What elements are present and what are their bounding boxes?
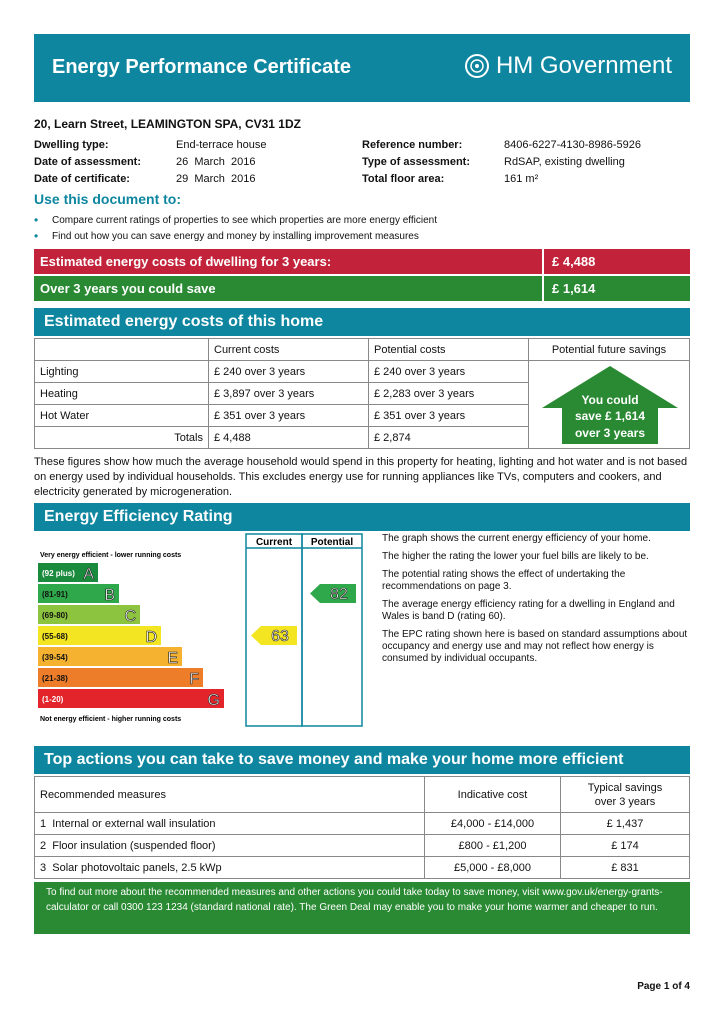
col-cost: Indicative cost bbox=[425, 777, 561, 813]
document-title: Energy Performance Certificate bbox=[52, 56, 352, 78]
green-deal-info: To find out more about the recommended measures and other actions you could take today to save money, visit www.gov.uk/energy-grants-calculator or call 0300 123 1234 (standard national rate). The Green Deal may enable you to make your home warmer and cheaper to run. bbox=[34, 882, 690, 934]
rating-band-c bbox=[38, 605, 140, 625]
potential-saving-bar bbox=[34, 276, 690, 301]
reference-value: 8406-6227-4130-8986-5926 bbox=[504, 139, 642, 151]
band-range: (69-80) bbox=[42, 611, 68, 620]
current-col-header: Current bbox=[255, 537, 293, 548]
col-measure: Recommended measures bbox=[35, 777, 425, 813]
use-document-heading: Use this document to: bbox=[34, 191, 182, 207]
reference-label: Reference number: bbox=[362, 139, 463, 151]
assessment-date-label: Date of assessment: bbox=[34, 156, 141, 168]
actions-section-heading: Top actions you can take to save money and make your home more efficient bbox=[34, 746, 690, 774]
savings-line-3: over 3 years bbox=[574, 426, 646, 440]
bullet-icon: • bbox=[34, 229, 39, 243]
certificate-date-value: 29 March 2016 bbox=[176, 173, 256, 185]
band-letter: E bbox=[167, 650, 178, 667]
band-letter: G bbox=[207, 692, 220, 709]
details-left bbox=[34, 139, 354, 190]
table-header-row bbox=[35, 777, 690, 813]
bottom-note: Not energy efficient - higher running costs bbox=[40, 716, 182, 723]
band-letter: D bbox=[145, 629, 157, 646]
dwelling-type-row bbox=[34, 139, 354, 156]
potential-saving-label: Over 3 years you could save bbox=[40, 281, 216, 296]
property-address: 20, Learn Street, LEAMINGTON SPA, CV31 1DZ bbox=[34, 117, 301, 131]
rating-section-heading: Energy Efficiency Rating bbox=[34, 503, 690, 531]
band-range: (39-54) bbox=[42, 653, 68, 662]
current-rating-marker-value: 63 bbox=[271, 628, 289, 645]
current-rating-marker bbox=[251, 626, 297, 645]
actions-table bbox=[34, 776, 690, 879]
col-savings: Typical savings over 3 years bbox=[561, 777, 690, 813]
totals-label: Totals bbox=[35, 427, 209, 449]
rating-band-a bbox=[38, 563, 98, 583]
header-banner bbox=[34, 34, 690, 102]
floor-area-value: 161 m² bbox=[504, 173, 539, 185]
table-row: 3 Solar photovoltaic panels, 2.5 kWp £5,000 - £8,000 £ 831 bbox=[35, 857, 690, 879]
list-item: • Find out how you can save energy and money by installing improvement measures bbox=[34, 229, 419, 243]
band-range: (92 plus) bbox=[42, 569, 75, 578]
assessment-type-row bbox=[362, 156, 690, 173]
assessment-date-row bbox=[34, 156, 354, 173]
energy-rating-graph bbox=[34, 533, 364, 727]
table-row: 1 Internal or external wall insulation £4,000 - £14,000 £ 1,437 bbox=[35, 813, 690, 835]
potential-rating-marker bbox=[310, 584, 356, 603]
estimated-cost-value: £ 4,488 bbox=[542, 249, 690, 274]
rating-band-f bbox=[38, 668, 203, 688]
bullet-icon: • bbox=[34, 213, 39, 227]
page-number: Page 1 of 4 bbox=[637, 981, 690, 992]
rating-band-e bbox=[38, 647, 182, 667]
hm-government-text: HM Government bbox=[495, 52, 672, 79]
table-header-row bbox=[35, 339, 690, 361]
dwelling-type-label: Dwelling type: bbox=[34, 139, 109, 151]
savings-line-1: You could bbox=[581, 393, 639, 407]
assessment-type-label: Type of assessment: bbox=[362, 156, 471, 168]
certificate-date-label: Date of certificate: bbox=[34, 173, 130, 185]
rating-band-d bbox=[38, 626, 161, 646]
band-letter: B bbox=[104, 587, 115, 604]
dwelling-type-value: End-terrace house bbox=[176, 139, 267, 151]
rating-explanation: The graph shows the current energy efficiency of your home. The higher the rating the lower your fuel bills are likely to be. The potential rating shows the effect of undertaking the recommendations on page 3. The average energy efficiency rating for a dwelling in England and Wales is band D (rating 60). The EPC rating shown here is based on standard assumptions about occupancy and energy use and may not reflect how energy is consumed by individual occupants. bbox=[382, 533, 688, 664]
assessment-type-value: RdSAP, existing dwelling bbox=[504, 156, 625, 168]
estimated-cost-bar bbox=[34, 249, 690, 274]
table-row: Lighting £ 240 over 3 years £ 240 over 3 years bbox=[35, 361, 690, 383]
estimated-cost-label: Estimated energy costs of dwelling for 3 years: bbox=[40, 254, 332, 269]
table-row: Heating £ 3,897 over 3 years £ 2,283 over 3 years bbox=[35, 383, 690, 405]
band-range: (55-68) bbox=[42, 632, 68, 641]
col-current-costs: Current costs bbox=[209, 339, 369, 361]
col-potential-costs: Potential costs bbox=[369, 339, 529, 361]
assessment-date-value: 26 March 2016 bbox=[176, 156, 256, 168]
table-row: 2 Floor insulation (suspended floor) £800 - £1,200 £ 174 bbox=[35, 835, 690, 857]
rating-band-b bbox=[38, 584, 119, 604]
totals-potential: £ 2,874 bbox=[369, 427, 529, 449]
costs-section-heading: Estimated energy costs of this home bbox=[34, 308, 690, 336]
top-note: Very energy efficient - lower running costs bbox=[40, 552, 182, 559]
rating-band-g bbox=[38, 689, 224, 709]
col-potential-savings: Potential future savings bbox=[529, 339, 690, 361]
costs-explanation: These figures show how much the average household would spend in this property for heating, lighting and hot water and is not based on energy used by individual households. This excludes energy use for running appliances like TVs, computers and cookers, and electricity generated by microgeneration. bbox=[34, 456, 688, 498]
use-document-list bbox=[34, 212, 437, 244]
savings-line-2: save £ 1,614 bbox=[574, 409, 646, 423]
savings-house-icon bbox=[540, 364, 680, 446]
band-letter: A bbox=[83, 566, 94, 583]
potential-col-header: Potential bbox=[310, 537, 354, 548]
band-letter: F bbox=[189, 671, 199, 688]
floor-area-row bbox=[362, 173, 690, 190]
potential-rating-marker-value: 82 bbox=[330, 586, 348, 603]
list-item: • Compare current ratings of properties to see which properties are more energy efficient bbox=[34, 213, 438, 227]
band-letter: C bbox=[124, 608, 136, 625]
band-range: (81-91) bbox=[42, 590, 68, 599]
table-row: Hot Water £ 351 over 3 years £ 351 over 3 years bbox=[35, 405, 690, 427]
crest-icon bbox=[464, 53, 490, 79]
potential-saving-value: £ 1,614 bbox=[542, 276, 690, 301]
reference-row bbox=[362, 139, 690, 156]
band-range: (1-20) bbox=[42, 695, 64, 704]
certificate-date-row bbox=[34, 173, 354, 190]
totals-current: £ 4,488 bbox=[209, 427, 369, 449]
hm-government-logo bbox=[464, 52, 672, 80]
band-range: (21-38) bbox=[42, 674, 68, 683]
details-right bbox=[362, 139, 690, 190]
floor-area-label: Total floor area: bbox=[362, 173, 445, 185]
